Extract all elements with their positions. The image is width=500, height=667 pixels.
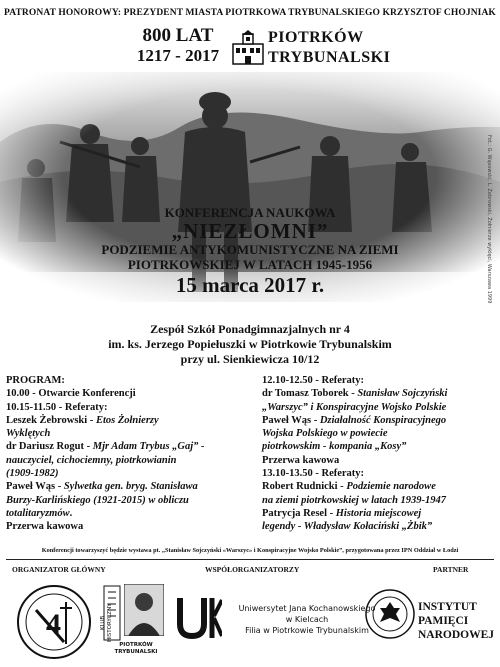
svg-text:4: 4 bbox=[46, 608, 61, 641]
city-line2: TRYBUNALSKI bbox=[268, 49, 391, 66]
program-text: Paweł Wąs - bbox=[6, 481, 64, 493]
program-text: Paweł Wąs - bbox=[262, 414, 320, 426]
program-talk-title: Etos Żołnierzy bbox=[95, 414, 159, 426]
program-line bbox=[6, 467, 250, 480]
program-line bbox=[6, 440, 250, 453]
venue-line1: Zespół Szkół Ponadgimnazjalnych nr 4 bbox=[150, 322, 350, 336]
ipn-line3: NARODOWEJ bbox=[418, 629, 495, 641]
conference-title: „NIEZŁOMNI” bbox=[171, 219, 329, 243]
partner-label: PARTNER bbox=[433, 565, 469, 574]
venue-line2: im. ks. Jerzego Popiełuszki w Piotrkowie Trybunalskim bbox=[108, 337, 392, 351]
program-text: Patrycja Resel - bbox=[262, 507, 336, 519]
program-talk-title: Historia miejscowej bbox=[335, 507, 422, 519]
photo-credit: Fot.: G. Wąsowski, L. Żebrowski, Żołnierze wyklęci, Warszawa 1999 bbox=[486, 135, 492, 304]
program-text: 13.10-13.50 - Referaty: bbox=[262, 468, 365, 480]
program-line bbox=[262, 427, 496, 440]
university-line2: w Kielcach bbox=[285, 615, 329, 624]
program-talk-title: Mjr Adam Trybus „Gaj” - bbox=[92, 441, 205, 453]
town-hall-icon bbox=[231, 30, 265, 66]
ipn-name-block bbox=[418, 600, 498, 642]
program-line bbox=[262, 387, 496, 400]
program-talk-title: (1909-1982) bbox=[6, 468, 59, 480]
university-line3: Filia w Piotrkowie Trybunalskim bbox=[245, 626, 369, 635]
anniversary-line1: 800 LAT bbox=[142, 25, 214, 46]
program-talk-title: Sylwetka gen. bryg. Stanisława bbox=[63, 481, 198, 493]
club-name: KLUB HISTORYCZNY bbox=[100, 603, 113, 643]
program-talk-title: Stanisław Sojczyński bbox=[357, 388, 448, 400]
city-line1: PIOTRKÓW bbox=[268, 29, 364, 46]
program-line bbox=[262, 494, 496, 507]
program-line bbox=[262, 467, 496, 480]
conference-date: 15 marca 2017 r. bbox=[175, 273, 325, 297]
program-talk-title: Podziemie narodowe bbox=[346, 481, 436, 493]
program-text: PROGRAM: bbox=[6, 375, 65, 386]
program-talk-title: piotrkowskim - kompania „Kosy” bbox=[262, 441, 407, 453]
program-text: 10.00 - Otwarcie Konferencji bbox=[6, 388, 136, 400]
university-line1: Uniwersytet Jana Kochanowskiego bbox=[238, 604, 376, 613]
anniversary-line2: 1217 - 2017 bbox=[136, 46, 220, 65]
program-text: Przerwa kawowa bbox=[6, 521, 84, 533]
program-text: 12.10-12.50 - Referaty: bbox=[262, 375, 365, 386]
program-line bbox=[6, 374, 250, 387]
program-text: dr Dariusz Rogut - bbox=[6, 441, 93, 453]
program-line bbox=[6, 507, 250, 520]
program-line bbox=[262, 374, 496, 387]
program-talk-title: Działalność Konspiracyjnego bbox=[319, 414, 447, 426]
conference-kind: KONFERENCJA NAUKOWA bbox=[164, 205, 336, 220]
conference-subtitle-line2: PIOTRKOWSKIEJ W LATACH 1945-1956 bbox=[127, 257, 373, 272]
program-talk-title: Wojska Polskiego w powiecie bbox=[262, 428, 388, 440]
program-line bbox=[262, 414, 496, 427]
program-line bbox=[6, 520, 250, 533]
ipn-line1: INSTYTUT bbox=[418, 601, 477, 613]
program-line bbox=[6, 414, 250, 427]
program-text: Leszek Żebrowski - bbox=[6, 414, 96, 426]
anniversary-block bbox=[128, 26, 228, 66]
program-line bbox=[6, 480, 250, 493]
city-block bbox=[268, 28, 408, 68]
ipn-seal-icon bbox=[364, 588, 416, 640]
program-line bbox=[262, 401, 496, 414]
program-line bbox=[6, 387, 250, 400]
program-line bbox=[262, 520, 496, 533]
organizer-label: ORGANIZATOR GŁÓWNY bbox=[12, 565, 106, 574]
footer-divider bbox=[6, 559, 494, 560]
program-text: Przerwa kawowa bbox=[262, 454, 340, 466]
program-talk-title: totalitaryzmów bbox=[6, 507, 70, 519]
program-talk-title: nauczyciel, cichociemny, piotrkowianin bbox=[6, 454, 177, 466]
program-left-column bbox=[6, 374, 250, 534]
exhibition-note: Konferencji towarzyszyć będzie wystawa pt. „Stanisław Sojczyński «Warszyc» i Konspiracyjne Wojsko Polskie”, przygotowana przez IPN Oddział w Łodzi bbox=[41, 547, 459, 554]
program-line bbox=[6, 494, 250, 507]
conference-subtitle-line1: PODZIEMIE ANTYKOMUNISTYCZNE NA ZIEMI bbox=[101, 242, 399, 257]
program-talk-title: Wyklętych bbox=[6, 428, 51, 440]
program-talk-title: legendy - Władysław Kołaciński „Żbik” bbox=[262, 521, 433, 533]
venue-line3: przy ul. Sienkiewicza 10/12 bbox=[180, 352, 320, 366]
program-text: Robert Rudnicki - bbox=[262, 481, 347, 493]
program-line bbox=[6, 427, 250, 440]
program-text: dr Tomasz Toborek - bbox=[262, 388, 358, 400]
club-city: PIOTRKÓW TRYBUNALSKI bbox=[114, 642, 158, 655]
program-line bbox=[262, 480, 496, 493]
program-line bbox=[262, 440, 496, 453]
program-talk-title: Burzy-Karlińskiego (1921-2015) w obliczu bbox=[6, 494, 189, 506]
program-line bbox=[262, 454, 496, 467]
conference-heading bbox=[0, 206, 500, 298]
portrait-photo bbox=[124, 584, 164, 636]
program-text: 10.15-11.50 - Referaty: bbox=[6, 401, 108, 413]
program-line bbox=[6, 454, 250, 467]
program-text: . bbox=[69, 507, 73, 519]
program-talk-title: „Warszyc” i Konspiracyjne Wojsko Polskie bbox=[262, 401, 447, 413]
ujk-logo-icon bbox=[176, 596, 222, 640]
program-line bbox=[6, 401, 250, 414]
ipn-line2: PAMIĘCI bbox=[418, 615, 469, 627]
coorganizers-label: WSPÓŁORGANIZATORZY bbox=[205, 565, 300, 574]
school-emblem-icon bbox=[14, 582, 94, 662]
venue-block bbox=[0, 322, 500, 367]
program-right-column bbox=[262, 374, 496, 534]
program-line bbox=[262, 507, 496, 520]
patronage-line: PATRONAT HONOROWY: PREZYDENT MIASTA PIOTRKOWA TRYBUNALSKIEGO KRZYSZTOF CHOJNIAK bbox=[4, 8, 496, 18]
university-block bbox=[232, 603, 382, 636]
program-talk-title: na ziemi piotrkowskiej w latach 1939-1947 bbox=[262, 494, 447, 506]
